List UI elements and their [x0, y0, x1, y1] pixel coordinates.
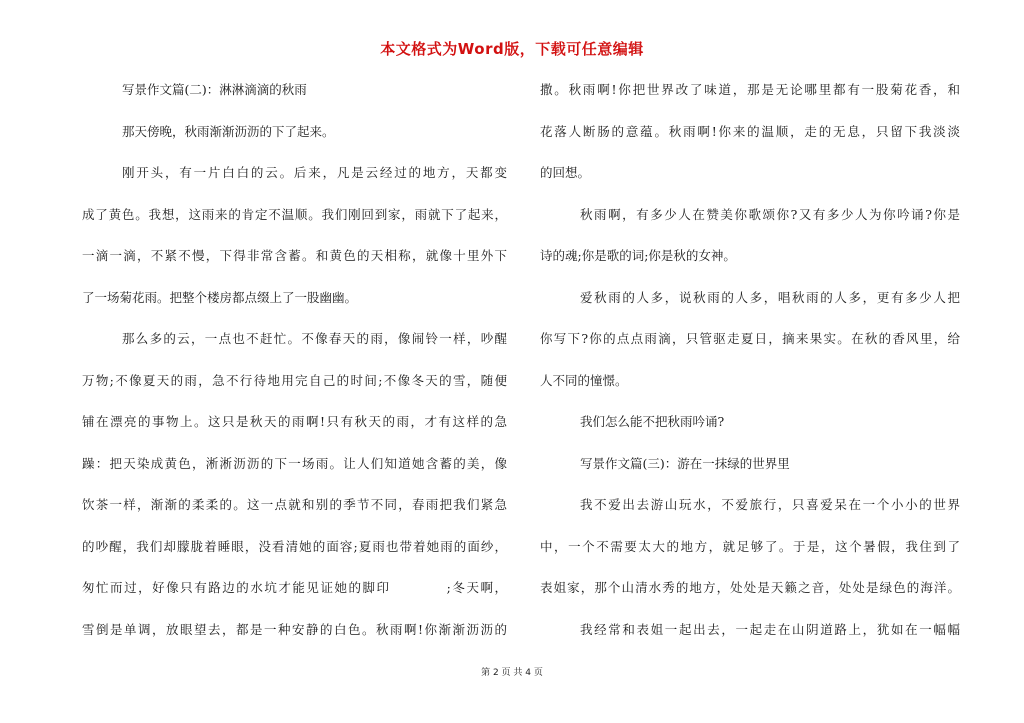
right-column — [540, 80, 960, 661]
text-line: 花落人断肠的意蕴。秋雨啊!你来的温顺，走的无息，只留下我淡淡 — [540, 123, 960, 139]
text-line: 写景作文篇(二)：淋淋滴滴的秋雨 — [122, 82, 307, 97]
left-column — [82, 80, 507, 661]
text-line: 爱秋雨的人多，说秋雨的人多，唱秋雨的人多，更有多少人把 — [580, 289, 960, 305]
text-line: 匆忙而过，好像只有路边的水坑才能见证她的脚印 ;冬天啊， — [82, 580, 507, 595]
watermark-banner: 本文格式为Word版，下载可任意编辑 — [380, 40, 644, 58]
text-line: 我不爱出去游山玩水，不爱旅行，只喜爱呆在一个小小的世界 — [580, 497, 960, 512]
text-line: 撒。秋雨啊!你把世界改了味道，那是无论哪里都有一股菊花香，和 — [540, 82, 960, 97]
page-footer: 第 2 页 共 4 页 — [481, 668, 543, 678]
text-line: 成了黄色。我想，这雨来的肯定不温顺。我们刚回到家，雨就下了起来， — [82, 206, 507, 222]
text-line: 万物;不像夏天的雨，急不行待地用完自己的时间;不像冬天的雪，随便 — [82, 372, 507, 388]
text-line: 刚开头，有一片白白的云。后来，凡是云经过的地方，天都变 — [122, 165, 507, 180]
text-line: 你写下?你的点点雨滴，只管驱走夏日，摘来果实。在秋的香风里，给 — [540, 331, 960, 346]
text-line: 饮茶一样，渐渐的柔柔的。这一点就和别的季节不同，春雨把我们紧急 — [82, 497, 507, 512]
text-line: 我经常和表姐一起出去，一起走在山阴道路上，犹如在一幅幅 — [580, 621, 960, 637]
text-line: 一滴一滴，不紧不慢，下得非常含蓄。和黄色的天相称，就像十里外下 — [82, 248, 507, 263]
text-line: 写景作文篇(三)：游在一抹绿的世界里 — [580, 455, 790, 471]
text-line: 的吵醒，我们却朦胧着睡眼，没看清她的面容;夏雨也带着她雨的面纱， — [82, 538, 507, 554]
text-line: 诗的魂;你是歌的词;你是秋的女神。 — [540, 248, 736, 263]
text-line: 我们怎么能不把秋雨吟诵? — [580, 414, 725, 429]
text-line: 那么多的云，一点也不赶忙。不像春天的雨，像闹铃一样，吵醒 — [122, 331, 507, 346]
text-line: 铺在漂亮的事物上。这只是秋天的雨啊!只有秋天的雨，才有这样的急 — [82, 414, 507, 429]
text-line: 人不同的憧憬。 — [540, 372, 628, 388]
text-line: 那天傍晚，秋雨渐渐沥沥的下了起来。 — [122, 123, 335, 139]
text-line: 的回想。 — [540, 165, 591, 180]
text-line: 雪倒是单调，放眼望去，都是一种安静的白色。秋雨啊!你渐渐沥沥的 — [82, 621, 507, 637]
text-line: 了一场菊花雨。把整个楼房都点缀上了一股幽幽。 — [82, 289, 358, 305]
text-line: 中，一个不需要太大的地方，就足够了。于是，这个暑假，我住到了 — [540, 538, 960, 554]
text-line: 躁：把天染成黄色，淅淅沥沥的下一场雨。让人们知道她含蓄的美，像 — [82, 455, 507, 471]
text-line: 表姐家，那个山清水秀的地方，处处是天籁之音，处处是绿色的海洋。 — [540, 580, 960, 595]
text-line: 秋雨啊，有多少人在赞美你歌颂你?又有多少人为你吟诵?你是 — [580, 206, 960, 222]
